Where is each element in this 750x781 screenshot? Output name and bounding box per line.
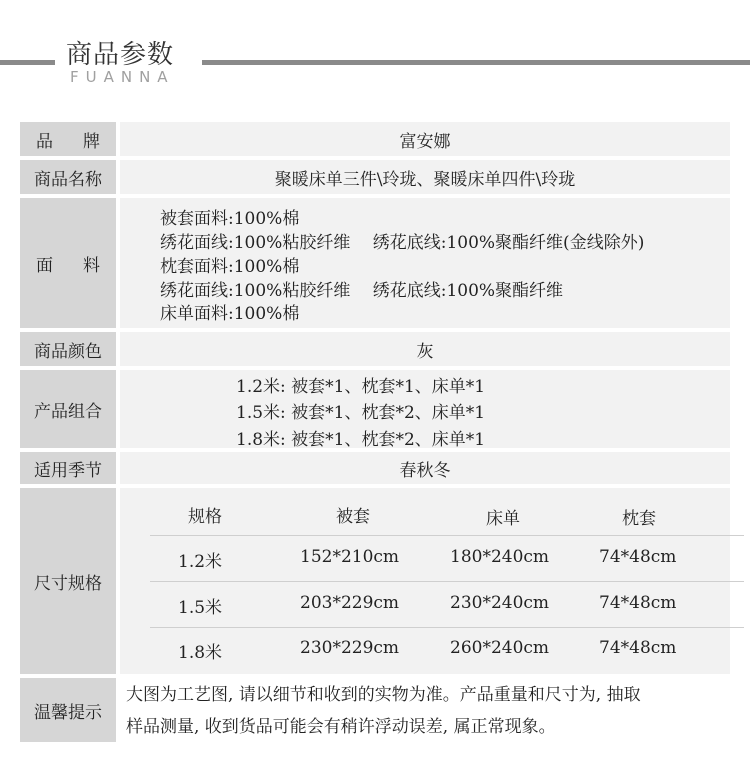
season-value: 春秋冬 [120, 452, 730, 484]
fabric-label: 面 料 [20, 198, 116, 328]
notice-line: 样品测量, 收到货品可能会有稍许浮动误差, 属正常现象。 [126, 717, 556, 737]
size-header: 规格 [188, 507, 222, 527]
size-table [120, 488, 730, 674]
size-cell: 1.5米 [178, 598, 223, 618]
combo-line: 1.8米: 被套*1、枕套*2、床单*1 [236, 430, 486, 450]
row-brand [20, 122, 730, 156]
size-cell: 230*240cm [450, 593, 550, 613]
size-header: 枕套 [622, 509, 656, 529]
notice-value [120, 678, 730, 742]
fabric-line: 绣花面线:100%粘胶纤维 绣花底线:100%聚酯纤维 [160, 281, 564, 301]
combo-value [120, 370, 730, 448]
fabric-value [120, 198, 730, 328]
size-header: 被套 [336, 507, 370, 527]
size-cell: 74*48cm [599, 593, 677, 613]
color-value: 灰 [120, 332, 730, 366]
fabric-line: 被套面料:100%棉 [160, 209, 300, 229]
row-size [20, 488, 730, 674]
product-name-label: 商品名称 [20, 160, 116, 194]
size-divider [150, 627, 744, 628]
size-header: 床单 [486, 509, 520, 529]
fabric-line: 枕套面料:100%棉 [160, 257, 300, 277]
brand-label: 品 牌 [20, 122, 116, 156]
combo-label: 产品组合 [20, 370, 116, 448]
size-cell: 180*240cm [450, 547, 550, 567]
row-combo [20, 370, 730, 448]
size-cell: 1.8米 [178, 643, 223, 663]
product-name-value: 聚暖床单三件\玲珑、聚暖床单四件\玲珑 [120, 160, 730, 194]
size-cell: 152*210cm [300, 547, 400, 567]
page-subtitle: FUANNA [70, 68, 175, 86]
color-label: 商品颜色 [20, 332, 116, 366]
size-label: 尺寸规格 [20, 488, 116, 674]
combo-line: 1.5米: 被套*1、枕套*2、床单*1 [236, 403, 486, 423]
combo-line: 1.2米: 被套*1、枕套*1、床单*1 [236, 377, 486, 397]
row-color [20, 332, 730, 366]
row-season [20, 452, 730, 484]
size-divider [150, 581, 744, 582]
row-product-name [20, 160, 730, 194]
notice-line: 大图为工艺图, 请以细节和收到的实物为准。产品重量和尺寸为, 抽取 [126, 685, 641, 705]
header-rule-right [202, 60, 750, 65]
size-cell: 1.2米 [178, 552, 223, 572]
page-title: 商品参数 [66, 40, 175, 70]
fabric-line: 床单面料:100%棉 [160, 304, 300, 324]
size-cell: 203*229cm [300, 593, 400, 613]
row-fabric [20, 198, 730, 328]
size-cell: 260*240cm [450, 638, 550, 658]
row-notice [20, 678, 730, 742]
brand-value: 富安娜 [120, 122, 730, 156]
fabric-line: 绣花面线:100%粘胶纤维 绣花底线:100%聚酯纤维(金线除外) [160, 233, 645, 253]
size-cell: 230*229cm [300, 638, 400, 658]
size-cell: 74*48cm [599, 547, 677, 567]
season-label: 适用季节 [20, 452, 116, 484]
header-rule-left [0, 60, 55, 65]
notice-label: 温馨提示 [20, 678, 116, 742]
size-cell: 74*48cm [599, 638, 677, 658]
size-divider [150, 535, 744, 536]
